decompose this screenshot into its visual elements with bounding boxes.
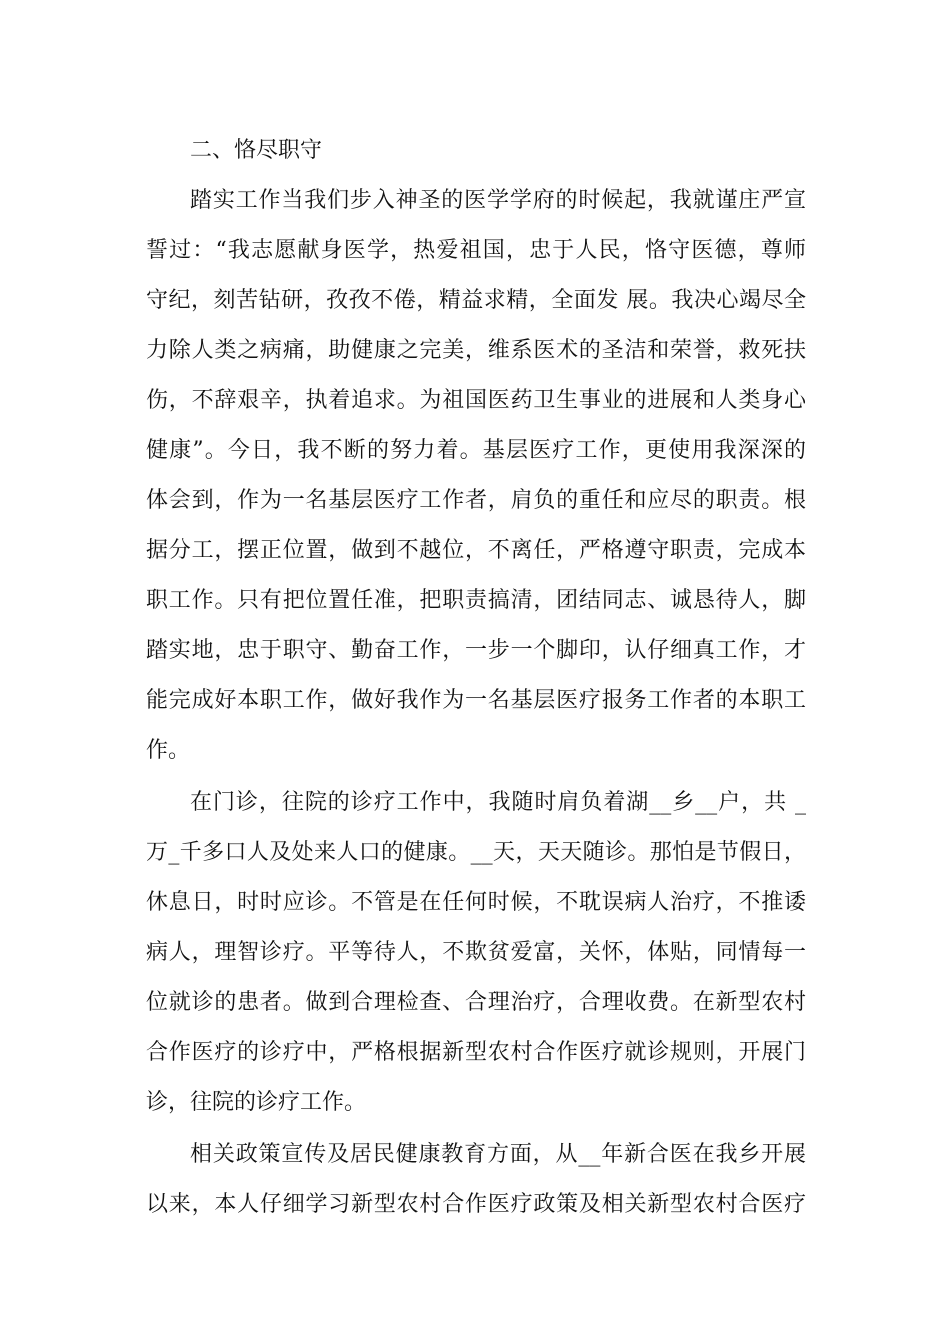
paragraph-line: 万_千多口人及处来人口的健康。__天，天天随诊。那怕是节假日， [146,840,806,865]
section-heading: 二、恪尽职守 [190,138,323,163]
paragraph-line: 据分工，摆正位置，做到不越位，不离任，严格遵守职责，完成本 [146,538,806,563]
paragraph-line: 休息日，时时应诊。不管是在任何时候，不耽误病人治疗，不推诿 [146,890,806,915]
paragraph-line: 伤，不辞艰辛，执着追求。为祖国医药卫生事业的进展和人类身心 [146,388,806,413]
paragraph-line: 病人，理智诊疗。平等待人，不欺贫爱富，关怀，体贴，同情每一 [146,940,806,965]
paragraph-line: 合作医疗的诊疗中，严格根据新型农村合作医疗就诊规则，开展门 [146,1040,806,1065]
paragraph-line: 守纪，刻苦钻研，孜孜不倦，精益求精，全面发 展。我决心竭尽全 [146,288,806,313]
paragraph-line: 体会到，作为一名基层医疗工作者，肩负的重任和应尽的职责。根 [146,488,806,513]
paragraph-line: 以来，本人仔细学习新型农村合作医疗政策及相关新型农村合医疗 [146,1192,806,1217]
paragraph-line: 踏实工作当我们步入神圣的医学学府的时候起，我就谨庄严宣 [190,188,806,213]
paragraph-line: 相关政策宣传及居民健康教育方面，从__年新合医在我乡开展 [190,1142,806,1167]
paragraph-line: 在门诊，往院的诊疗工作中，我随时肩负着湖__乡__户，共 _ [190,790,806,815]
paragraph-line: 职工作。只有把位置任准，把职责搞清，团结同志、诚恳待人，脚 [146,588,806,613]
paragraph-line: 诊，往院的诊疗工作。 [146,1090,367,1115]
paragraph-line: 踏实地，忠于职守、勤奋工作，一步一个脚印，认仔细真工作，才 [146,638,806,663]
paragraph-line: 作。 [146,738,191,763]
paragraph-line: 誓过：“我志愿献身医学，热爱祖国，忠于人民，恪守医德，尊师 [146,238,806,263]
paragraph-line: 力除人类之病痛，助健康之完美，维系医术的圣洁和荣誉，救死扶 [146,338,806,363]
paragraph-line: 位就诊的患者。做到合理检查、合理治疗，合理收费。在新型农村 [146,990,806,1015]
paragraph-line: 健康”。今日，我不断的努力着。基层医疗工作，更使用我深深的 [146,438,806,463]
paragraph-line: 能完成好本职工作，做好我作为一名基层医疗报务工作者的本职工 [146,688,806,713]
